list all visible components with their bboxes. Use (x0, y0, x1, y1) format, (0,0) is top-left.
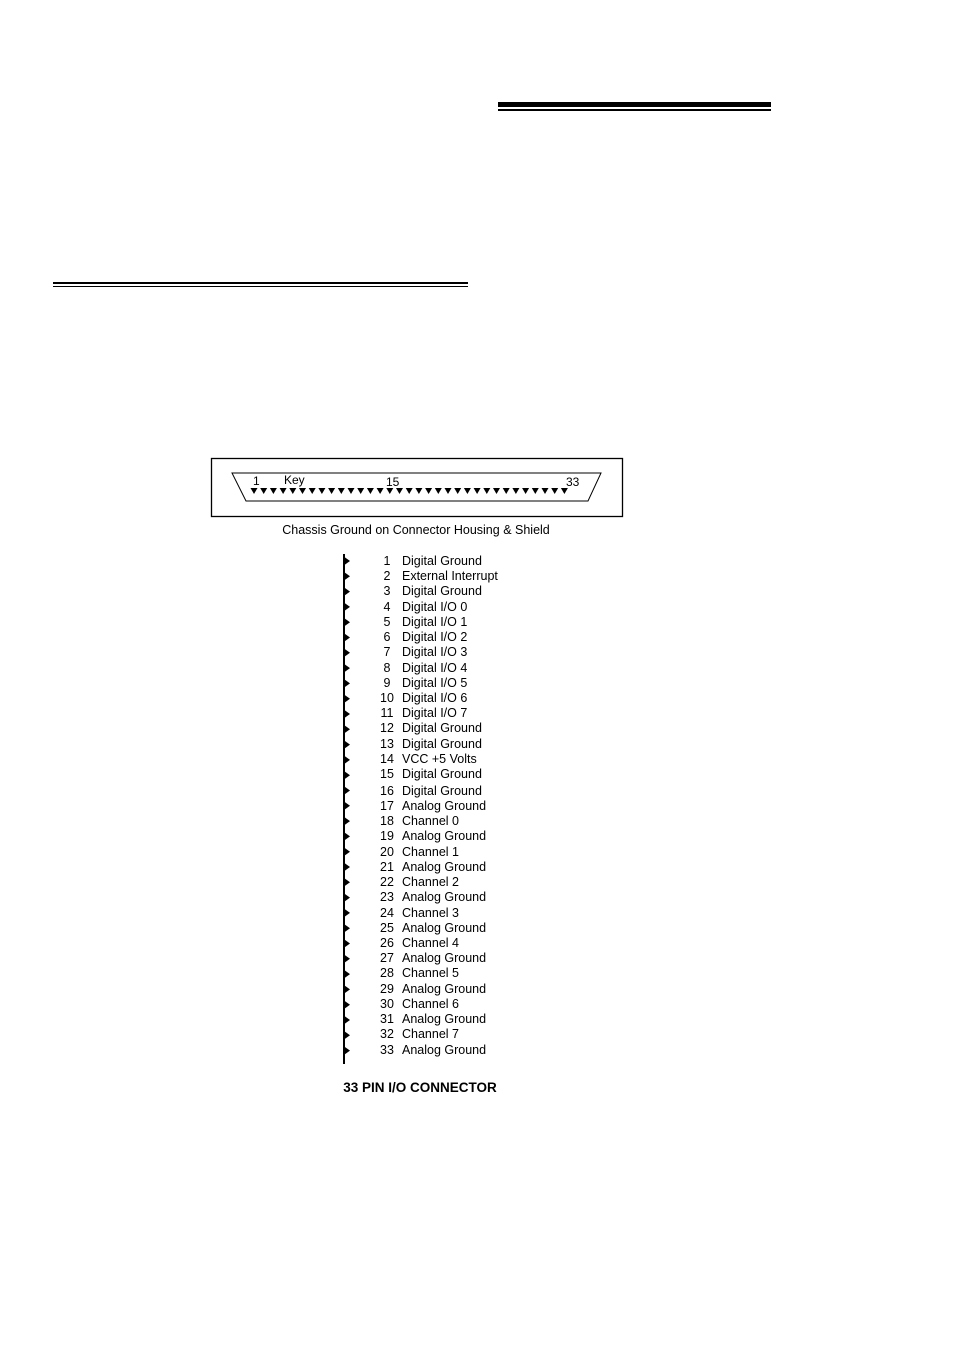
pin-signal: Channel 4 (402, 936, 459, 950)
column-pin-marker (343, 709, 350, 719)
pin-signal: Digital I/O 2 (402, 630, 468, 645)
pin-label-first: 1 (253, 474, 260, 488)
housing-caption: Chassis Ground on Connector Housing & Shield (282, 523, 550, 537)
column-pin-marker (343, 969, 350, 979)
column-pin-marker (343, 954, 350, 964)
pin-row (372, 600, 467, 615)
pin-row (372, 814, 459, 829)
pin-signal: External Interrupt (402, 569, 498, 584)
pin-signal: Digital I/O 1 (402, 614, 468, 629)
pin-row (372, 906, 459, 921)
pin-number: 11 (380, 706, 394, 721)
pin-row (372, 799, 486, 814)
column-pin-marker (343, 648, 350, 658)
pin-number: 2 (383, 569, 391, 584)
column-pin-marker (343, 939, 350, 949)
pin-signal: Analog Ground (402, 799, 487, 814)
key-label: Key (284, 473, 305, 487)
column-pin-marker (343, 755, 350, 765)
pin-signal: Digital Ground (402, 767, 482, 782)
column-pin-marker (343, 923, 350, 933)
pin-number: 32 (380, 1027, 394, 1042)
column-pin-marker (343, 663, 350, 673)
section-double-rule (53, 282, 468, 287)
pin-number: 8 (383, 660, 391, 675)
pin-number: 18 (380, 814, 394, 829)
pin-signal: Digital I/O 3 (402, 645, 468, 660)
pin-number: 23 (380, 890, 394, 905)
pin-number: 31 (380, 1012, 394, 1027)
column-pin-marker (343, 571, 350, 581)
pin-number: 14 (380, 751, 394, 766)
pin-number: 22 (380, 875, 394, 890)
pin-number: 1 (383, 554, 391, 568)
connector-title: 33 PIN I/O CONNECTOR (343, 1080, 497, 1095)
pin-row (372, 554, 482, 569)
column-pin-marker (343, 984, 350, 994)
pin-number: 33 (380, 1042, 394, 1057)
pin-signal: Digital I/O 5 (402, 675, 468, 690)
pin-number: 19 (380, 829, 394, 844)
pin-label-last: 33 (566, 475, 580, 489)
pin-signal: VCC +5 Volts (402, 751, 477, 766)
pin-signal: Digital Ground (402, 783, 482, 798)
pin-row (372, 951, 486, 966)
pin-signal: Analog Ground (402, 1012, 487, 1027)
pin-row (372, 997, 459, 1012)
pin-row (372, 645, 467, 660)
pin-row (372, 676, 467, 691)
pin-number: 15 (380, 767, 394, 782)
pin-signal: Digital Ground (402, 721, 482, 736)
column-pin-marker (343, 1046, 350, 1056)
pin-row (372, 829, 486, 844)
pin-number: 16 (380, 783, 394, 798)
column-pin-marker (343, 786, 350, 796)
pin-number: 4 (383, 599, 391, 614)
pin-signal: Analog Ground (402, 951, 487, 966)
pin-signal: Digital Ground (402, 554, 482, 568)
pin-row (372, 860, 486, 875)
pin-number: 21 (380, 859, 394, 874)
connector-face-diagram (210, 457, 624, 519)
pin-signal: Channel 1 (402, 844, 459, 859)
pin-row (372, 1043, 486, 1058)
column-pin-marker (343, 801, 350, 811)
column-pin-marker (343, 1000, 350, 1010)
pin-row (372, 1027, 459, 1042)
column-pin-marker (343, 816, 350, 826)
column-pin-marker (343, 847, 350, 857)
pin-row (372, 737, 482, 752)
pin-row (372, 584, 482, 599)
column-pin-marker (343, 678, 350, 688)
column-pin-marker (343, 1015, 350, 1025)
pin-number: 5 (383, 614, 391, 629)
pin-number: 6 (383, 630, 391, 645)
pin-signal: Digital I/O 0 (402, 599, 468, 614)
pin-row (372, 706, 467, 721)
pin-row (372, 890, 486, 905)
pin-row (372, 767, 482, 782)
pin-row (372, 630, 467, 645)
pin-row (372, 845, 459, 860)
pin-number: 30 (380, 996, 394, 1011)
pin-signal: Digital I/O 4 (402, 660, 468, 675)
pin-signal: Analog Ground (402, 859, 487, 874)
pin-row (372, 615, 467, 630)
pin-signal: Channel 3 (402, 905, 459, 920)
column-pin-marker (343, 602, 350, 612)
pin-number: 20 (380, 844, 394, 859)
column-pin-marker (343, 724, 350, 734)
pin-row (372, 921, 486, 936)
column-pin-marker (343, 877, 350, 887)
pin-number: 24 (380, 905, 394, 920)
pin-signal: Analog Ground (402, 829, 487, 844)
pin-number: 17 (380, 799, 394, 814)
pin-row (372, 569, 498, 584)
pin-signal: Analog Ground (402, 1042, 487, 1057)
pin-number: 28 (380, 966, 394, 981)
column-pin-marker (343, 587, 350, 597)
pin-label-middle: 15 (386, 475, 400, 489)
pin-signal: Channel 7 (402, 1027, 459, 1042)
column-pin-marker (343, 1030, 350, 1040)
column-pin-marker (343, 862, 350, 872)
pin-signal: Analog Ground (402, 981, 487, 996)
pin-number: 29 (380, 981, 394, 996)
header-double-rule (498, 102, 771, 111)
pin-signal: Digital I/O 6 (402, 690, 468, 705)
pin-row (372, 982, 486, 997)
pin-signal: Digital I/O 7 (402, 706, 468, 721)
column-pin-marker (343, 831, 350, 841)
pin-number: 12 (380, 721, 394, 736)
pin-signal: Analog Ground (402, 890, 487, 905)
column-pin-marker (343, 617, 350, 627)
pin-number: 26 (380, 936, 394, 950)
pin-signal: Channel 0 (402, 814, 459, 829)
pin-signal: Channel 6 (402, 996, 459, 1011)
pin-number: 25 (380, 920, 394, 935)
column-pin-marker (343, 908, 350, 918)
pin-row (372, 784, 482, 799)
pin-row (372, 661, 467, 676)
pin-row (372, 936, 459, 951)
pin-row (372, 691, 467, 706)
pin-row (372, 1012, 486, 1027)
pin-row (372, 875, 459, 890)
column-pin-marker (343, 893, 350, 903)
pin-number: 27 (380, 951, 394, 966)
pin-signal: Digital Ground (402, 584, 482, 599)
pin-signal: Channel 2 (402, 875, 459, 890)
pin-number: 7 (383, 645, 391, 660)
pin-signal: Digital Ground (402, 736, 482, 751)
column-pin-marker (343, 556, 350, 566)
column-pin-marker (343, 633, 350, 643)
pin-signal: Channel 5 (402, 966, 459, 981)
pin-row (372, 966, 459, 981)
pin-signal: Analog Ground (402, 920, 487, 935)
column-pin-marker (343, 740, 350, 750)
pin-number: 13 (380, 736, 394, 751)
pin-row (372, 752, 477, 767)
column-pin-marker (343, 694, 350, 704)
pin-number: 9 (383, 675, 391, 690)
column-pin-marker (343, 770, 350, 780)
pin-column-diagram (338, 554, 352, 1066)
pin-number: 3 (383, 584, 391, 599)
pin-number: 10 (380, 690, 394, 705)
pin-row (372, 721, 482, 736)
